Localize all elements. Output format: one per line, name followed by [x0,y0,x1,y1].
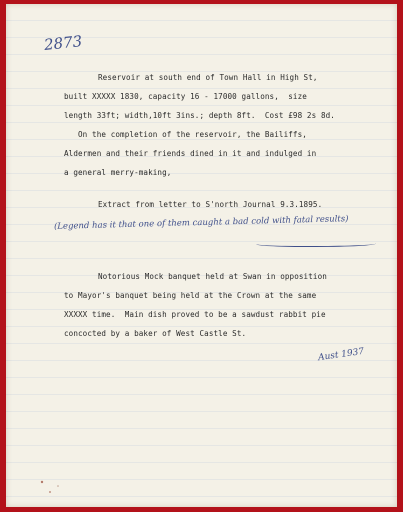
document-page [6,4,397,507]
signature: Aust 1937 [317,346,365,364]
para2-line: Notorious Mock banquet held at Swan in opposition [98,272,327,281]
para2-line: to Mayor's banquet being held at the Crown at the same [64,291,317,300]
ink-specks [36,474,76,504]
para1-line: On the completion of the reservoir, the Bailiffs, [64,130,307,139]
para1-line: a general merry-making, [64,168,172,177]
para1-line: Reservoir at south end of Town Hall in High St, [98,73,318,82]
para2-line: concocted by a baker of West Castle St. [64,329,247,338]
para2-line: XXXXX time. Main dish proved to be a sawdust rabbit pie [64,310,326,319]
para1-line: length 33ft; width,10ft 3ins.; depth 8ft. Cost £98 2s 8d. [64,111,335,120]
note-underline [256,240,376,247]
para1-line: Aldermen and their friends dined in it and indulged in [64,149,317,158]
para1-line: built XXXXX 1830, capacity 16 - 17000 gallons, size [64,92,307,101]
handwritten-note: (Legend has it that one of them caught a bad cold with fatal results) [53,214,349,232]
source-line: Extract from letter to S'north Journal 9.3.1895. [98,200,323,209]
ref-number: 2873 [43,32,84,54]
